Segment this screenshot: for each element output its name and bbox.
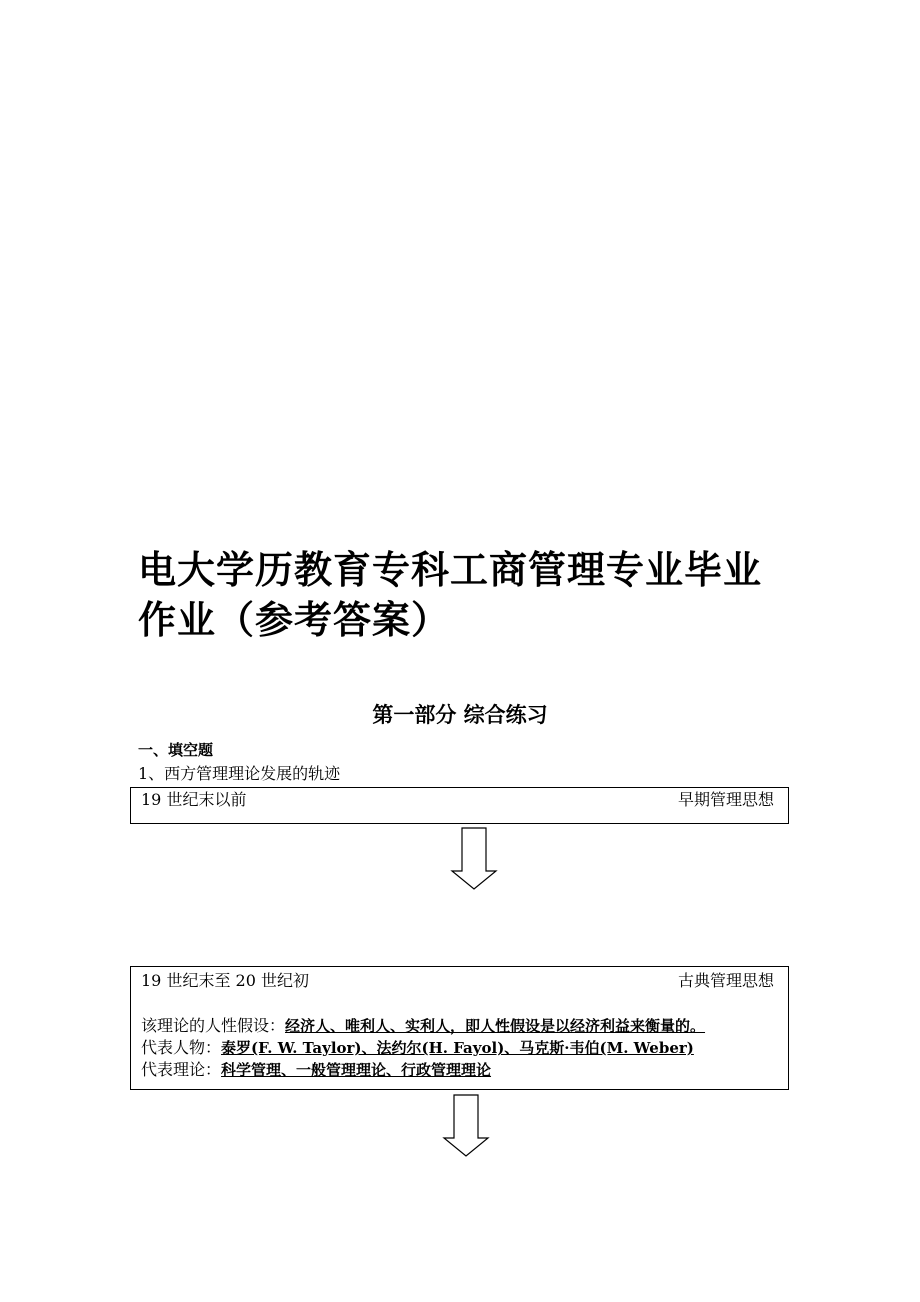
detail-theories xyxy=(131,1059,788,1081)
detail-answer: 科学管理、一般管理理论、行政管理理论 xyxy=(221,1061,492,1079)
stage-period: 19 世纪末以前 xyxy=(141,790,247,809)
detail-label: 代表理论： xyxy=(141,1060,222,1079)
down-arrow-icon xyxy=(442,1094,490,1158)
stage-header xyxy=(131,967,788,992)
question-text: 1、西方管理理论发展的轨迹 xyxy=(138,764,341,783)
detail-label: 代表人物： xyxy=(141,1038,222,1057)
stage-box-classical xyxy=(130,966,789,1090)
sub-heading: 一、填空题 xyxy=(138,741,214,759)
stage-header xyxy=(131,788,788,811)
detail-answer: 泰罗(F. W. Taylor)、法约尔(H. Fayol)、马克斯·韦伯(M. Weber) xyxy=(221,1039,694,1057)
stage-name: 早期管理思想 xyxy=(677,790,774,809)
stage-box-early xyxy=(130,787,789,824)
document-title: 电大学历教育专科工商管理专业毕业作业（参考答案） xyxy=(138,548,763,642)
stage-period: 19 世纪末至 20 世纪初 xyxy=(141,971,309,990)
section-title: 第一部分 综合练习 xyxy=(372,703,548,727)
detail-answer: 经济人、唯利人、实利人，即人性假设是以经济利益来衡量的。 xyxy=(285,1017,706,1035)
detail-representatives xyxy=(131,1037,788,1059)
stage-name: 古典管理思想 xyxy=(677,971,774,990)
detail-human-nature xyxy=(131,1015,788,1037)
detail-label: 该理论的人性假设： xyxy=(141,1016,286,1035)
down-arrow-icon xyxy=(450,827,498,891)
